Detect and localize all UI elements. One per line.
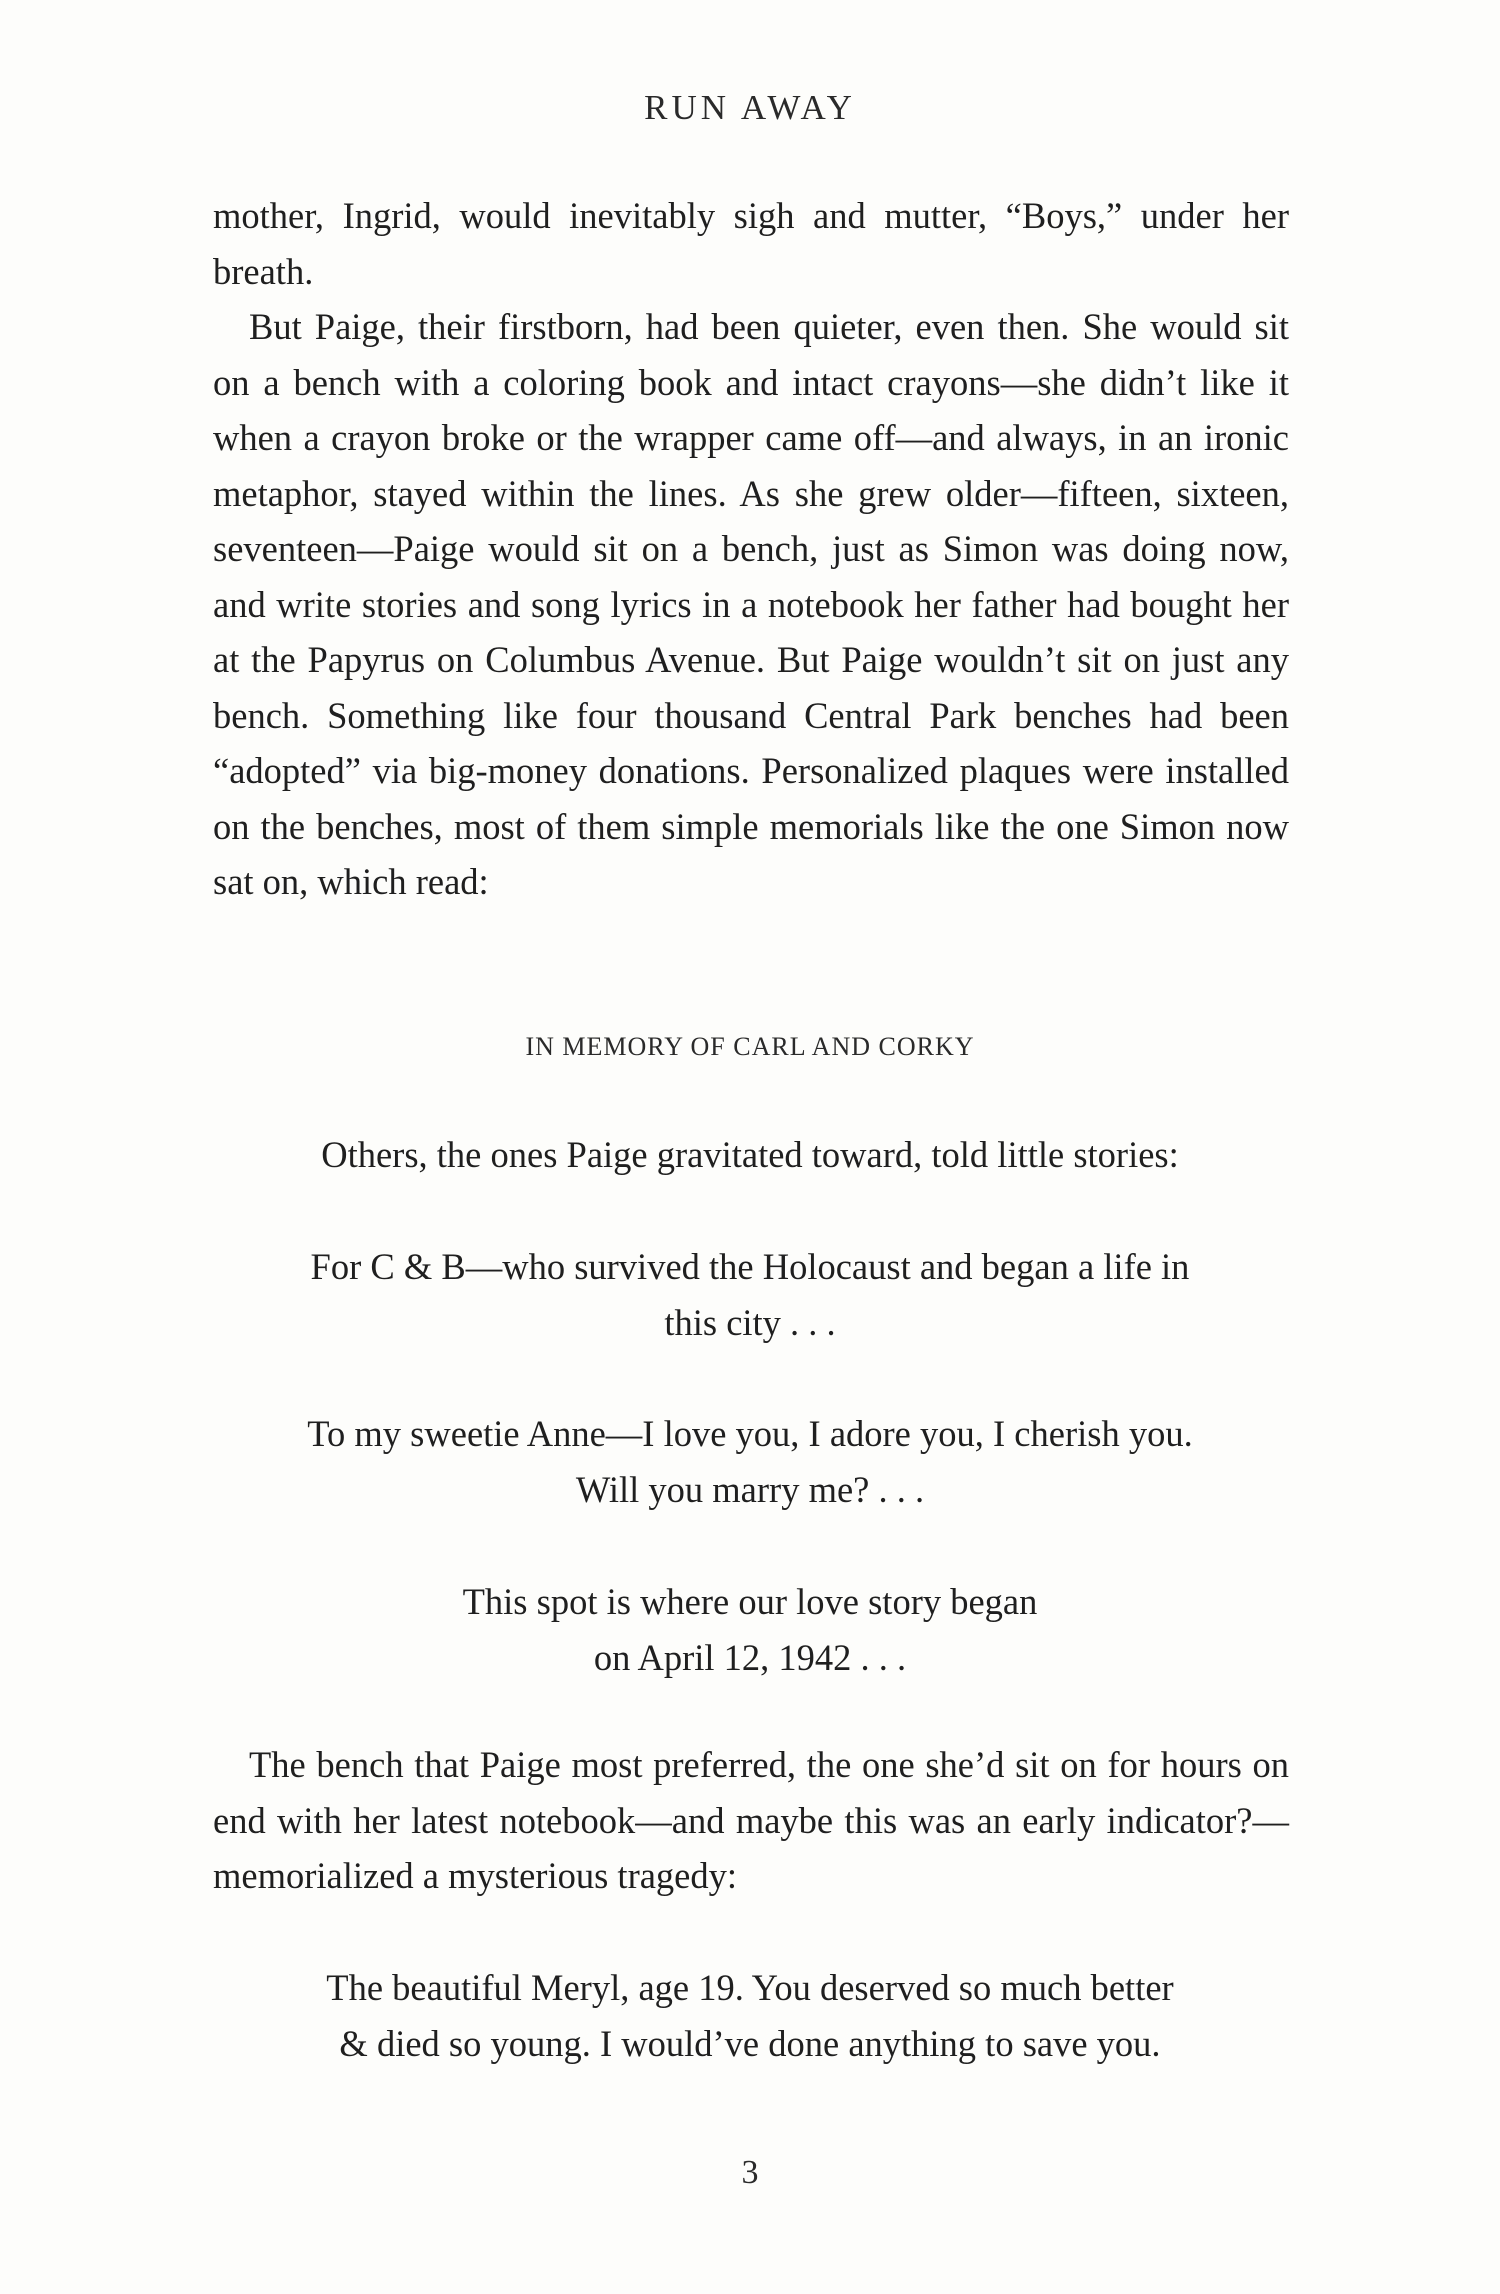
plaque-memorial-text: IN MEMORY OF CARL AND CORKY [525, 1032, 975, 1061]
plaque-holocaust [0, 1239, 1500, 1351]
page-number: 3 [741, 2154, 759, 2191]
plaque-line: The beautiful Meryl, age 19. You deserved so much better [326, 1967, 1174, 2008]
paragraph-preferred-bench: The bench that Paige most preferred, the one she’d sit on for hours on end with her latest notebook—and maybe this was an early indicator?—memorialized a mysterious tragedy: [213, 1744, 1289, 1896]
paragraph-paige-bench: But Paige, their firstborn, had been quieter, even then. She would sit on a bench with a coloring book and intact crayons—she didn’t like it when a crayon broke or the wrapper came off—and always, in an ironic metaphor, stayed within the lines. As she grew older—fifteen, sixteen, seventeen—Paige would sit on a bench, just as Simon was doing now, and write stories and song lyrics in a notebook her father had bought her at the Papyrus on Columbus Avenue. But Paige wouldn’t sit on just any bench. Something like four thousand Central Park benches had been “adopted” via big-money donations. Personalized plaques were installed on the benches, most of them simple memorials like the one Simon now sat on, which read: [213, 306, 1289, 902]
plaque-line: To my sweetie Anne—I love you, I adore you, I cherish you. [307, 1413, 1193, 1454]
plaque-line: This spot is where our love story began [462, 1581, 1038, 1622]
plaque-line: Will you marry me? . . . [575, 1469, 925, 1510]
running-head: RUN AWAY [644, 88, 856, 127]
plaque-meryl [0, 1960, 1500, 2072]
plaque-line: on April 12, 1942 . . . [593, 1637, 907, 1678]
plaque-line: this city . . . [664, 1302, 836, 1343]
paragraph-continuation: mother, Ingrid, would inevitably sigh and mutter, “Boys,” under her breath. [213, 195, 1289, 292]
plaque-love-story [0, 1574, 1500, 1686]
plaque-line: & died so young. I would’ve done anything to save you. [339, 2023, 1161, 2064]
plaque-proposal [0, 1406, 1500, 1518]
others-intro-line: Others, the ones Paige gravitated toward, told little stories: [321, 1134, 1179, 1175]
plaque-line: For C & B—who survived the Holocaust and began a life in [310, 1246, 1190, 1287]
